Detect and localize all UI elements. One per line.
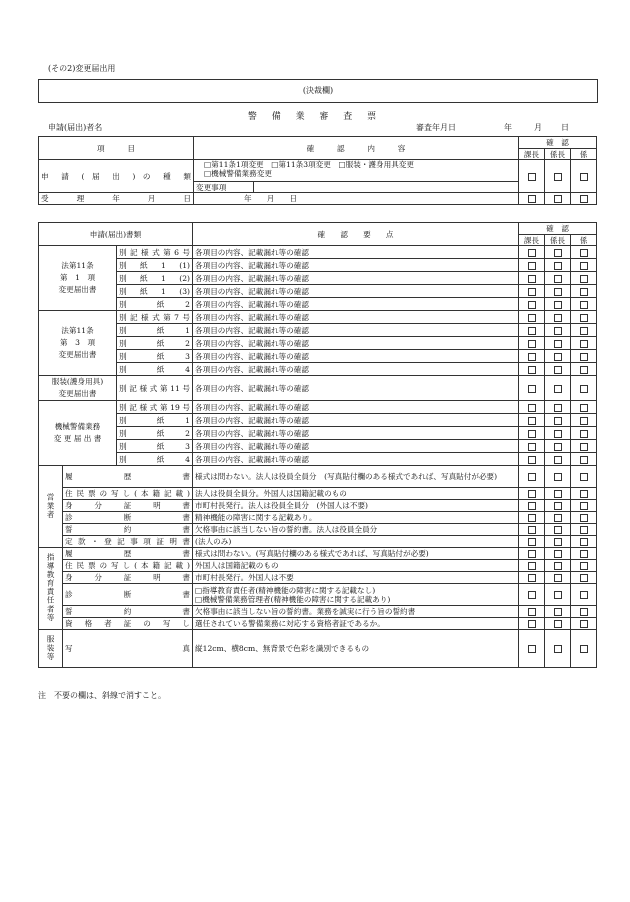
check-point: 各項目の内容、記載漏れ等の確認 xyxy=(193,414,519,427)
check-cell[interactable] xyxy=(519,285,545,298)
col-content: 確 認 内 容 xyxy=(194,137,519,160)
check-cell[interactable] xyxy=(545,524,571,536)
check-cell[interactable] xyxy=(545,285,571,298)
check-cell[interactable] xyxy=(519,311,545,324)
doc-name: 誓 約 書 xyxy=(63,606,193,618)
check-cell[interactable] xyxy=(519,376,545,401)
check-cell[interactable] xyxy=(519,401,545,414)
check-point: 欠格事由に該当しない旨の誓約書。法人は役員全員分 xyxy=(193,524,519,536)
doc-name: 別記様式第11号 xyxy=(117,376,193,401)
check-cell[interactable] xyxy=(545,630,571,668)
check-cell[interactable] xyxy=(571,246,597,259)
check-cell[interactable] xyxy=(545,259,571,272)
check-point: 各項目の内容、記載漏れ等の確認 xyxy=(193,311,519,324)
opt-11-3[interactable]: □第11条3項変更 xyxy=(271,160,331,169)
doc-name: 別 紙 3 xyxy=(117,350,193,363)
check-cell[interactable] xyxy=(571,363,597,376)
check-cell[interactable] xyxy=(519,440,545,453)
check-cell[interactable] xyxy=(519,488,545,500)
footnote: 注 不要の欄は、斜線で消すこと。 xyxy=(38,691,166,700)
doc-name: 身 分 証 明 書 xyxy=(63,500,193,512)
check-cell[interactable] xyxy=(519,298,545,311)
check-cell[interactable] xyxy=(545,572,571,584)
doc-name: 別 紙 2 xyxy=(117,298,193,311)
check-point: 各項目の内容、記載漏れ等の確認 xyxy=(193,246,519,259)
doc-name: 住民票の写し(本籍記載) xyxy=(63,488,193,500)
kacho-header: 課長 xyxy=(519,235,545,246)
review-date-label: 審査年月日 xyxy=(416,123,456,132)
check-cell[interactable] xyxy=(545,160,571,193)
check-point: 各項目の内容、記載漏れ等の確認 xyxy=(193,298,519,311)
summary-table xyxy=(38,136,597,205)
check-cell[interactable] xyxy=(545,337,571,350)
check-cell[interactable] xyxy=(519,630,545,668)
check-cell[interactable] xyxy=(519,272,545,285)
group-label: 法第11条 第 1 項 変更届出書 xyxy=(39,246,117,311)
check-point: 各項目の内容、記載漏れ等の確認 xyxy=(193,440,519,453)
check-cell[interactable] xyxy=(519,337,545,350)
check-point: 各項目の内容、記載漏れ等の確認 xyxy=(193,272,519,285)
doc-name: 別 紙 2 xyxy=(117,337,193,350)
check-cell[interactable] xyxy=(519,427,545,440)
doc-name: 別 紙 2 xyxy=(117,427,193,440)
section-label: 指導教育責任者等 xyxy=(39,548,63,630)
check-cell[interactable] xyxy=(519,246,545,259)
check-cell[interactable] xyxy=(545,548,571,560)
col-kakaricho: 係長 xyxy=(545,149,571,160)
check-point: 各項目の内容、記載漏れ等の確認 xyxy=(193,350,519,363)
check-cell[interactable] xyxy=(571,311,597,324)
doc-name: 別 紙 1 (3) xyxy=(117,285,193,298)
check-cell[interactable] xyxy=(571,440,597,453)
doc-name: 別 紙 1 (2) xyxy=(117,272,193,285)
check-cell[interactable] xyxy=(571,618,597,630)
check-point: 外国人は国籍記載のもの xyxy=(193,560,519,572)
check-cell[interactable] xyxy=(545,584,571,606)
check-cell[interactable] xyxy=(571,427,597,440)
doc-name: 診 断 書 xyxy=(63,512,193,524)
check-cell[interactable] xyxy=(545,311,571,324)
check-cell[interactable] xyxy=(571,350,597,363)
kakunin-header: 確 認 xyxy=(519,223,597,235)
check-cell[interactable] xyxy=(519,324,545,337)
check-cell[interactable] xyxy=(545,536,571,548)
check-cell[interactable] xyxy=(519,160,545,193)
check-cell[interactable] xyxy=(545,453,571,466)
henko-value[interactable] xyxy=(254,182,519,193)
check-cell[interactable] xyxy=(545,350,571,363)
check-cell[interactable] xyxy=(571,524,597,536)
doc-name: 誓 約 書 xyxy=(63,524,193,536)
shurui-label: 申 請 ( 届 出 ) の 種 類 xyxy=(39,160,194,193)
check-cell[interactable] xyxy=(571,584,597,606)
juri-date: 年 月 日 xyxy=(194,193,519,205)
doc-name: 別 紙 4 xyxy=(117,363,193,376)
check-point: 市町村長発行。外国人は不要 xyxy=(193,572,519,584)
check-point: 法人は役員全員分。外国人は国籍記載のもの xyxy=(193,488,519,500)
check-cell[interactable] xyxy=(545,401,571,414)
check-cell[interactable] xyxy=(571,500,597,512)
check-cell[interactable] xyxy=(545,298,571,311)
doc-name: 別記様式第19号 xyxy=(117,401,193,414)
check-cell[interactable] xyxy=(519,500,545,512)
check-cell[interactable] xyxy=(571,414,597,427)
check-cell[interactable] xyxy=(571,488,597,500)
check-cell[interactable] xyxy=(519,618,545,630)
check-point: 縦12cm、横8cm、無背景で色彩を識別できるもの xyxy=(193,630,519,668)
check-cell[interactable] xyxy=(571,630,597,668)
check-point: 各項目の内容、記載漏れ等の確認 xyxy=(193,259,519,272)
henko-label: 変更事項 xyxy=(194,182,254,193)
check-cell[interactable] xyxy=(519,512,545,524)
check-point: 各項目の内容、記載漏れ等の確認 xyxy=(193,401,519,414)
kessai-label: (決裁欄) xyxy=(302,86,334,95)
doc-name: 写 真 xyxy=(63,630,193,668)
check-cell[interactable] xyxy=(545,272,571,285)
check-cell[interactable] xyxy=(571,337,597,350)
check-point: □指導教育責任者(精神機能の障害に関する記載なし) □機械警備業務管理者(精神機能の障害に関する記載あり) xyxy=(193,584,519,606)
juri-label: 受 理 年 月 日 xyxy=(39,193,194,205)
check-cell[interactable] xyxy=(571,259,597,272)
doc-name: 別 紙 1 xyxy=(117,324,193,337)
group-label: 機械警備業務 変 更 届 出 書 xyxy=(39,401,117,466)
section-label: 服装等 xyxy=(39,630,63,668)
check-point: (法人のみ) xyxy=(193,536,519,548)
check-cell[interactable] xyxy=(519,259,545,272)
kakari-header: 係 xyxy=(571,235,597,246)
doc-name: 別記様式第6号 xyxy=(117,246,193,259)
check-cell[interactable] xyxy=(571,324,597,337)
doc-name: 別記様式第7号 xyxy=(117,311,193,324)
group-label: 法第11条 第 3 項 変更届出書 xyxy=(39,311,117,376)
check-point: 市町村長発行。法人は役員全員分 (外国人は不要) xyxy=(193,500,519,512)
check-cell[interactable] xyxy=(571,548,597,560)
check-cell[interactable] xyxy=(571,160,597,193)
check-point: 各項目の内容、記載漏れ等の確認 xyxy=(193,453,519,466)
points-header: 確 認 要 点 xyxy=(193,223,519,246)
check-point: 欠格事由に該当しない旨の誓約書。業務を誠実に行う旨の誓約書 xyxy=(193,606,519,618)
doc-name: 定 款 ・ 登 記 事 項 証 明 書 xyxy=(63,536,193,548)
check-cell[interactable] xyxy=(571,606,597,618)
form-label: (その2)変更届出用 xyxy=(48,64,116,73)
check-cell[interactable] xyxy=(545,440,571,453)
check-cell[interactable] xyxy=(519,363,545,376)
check-point: 各項目の内容、記載漏れ等の確認 xyxy=(193,324,519,337)
doc-name: 診 断 書 xyxy=(63,584,193,606)
opt-11-1[interactable]: □第11条1項変更 xyxy=(204,160,264,169)
col-kacho: 課長 xyxy=(519,149,545,160)
doc-name: 別 紙 1 (1) xyxy=(117,259,193,272)
check-cell[interactable] xyxy=(519,524,545,536)
day-label: 日 xyxy=(561,123,569,132)
kakaricho-header: 係長 xyxy=(545,235,571,246)
doc-name: 履 歴 書 xyxy=(63,466,193,488)
check-point: 各項目の内容、記載漏れ等の確認 xyxy=(193,363,519,376)
doc-name: 別 紙 4 xyxy=(117,453,193,466)
year-label: 年 xyxy=(504,123,512,132)
page-title: 警 備 業 審 査 票 xyxy=(247,112,383,122)
col-kakunin: 確 認 xyxy=(519,137,597,149)
check-cell[interactable] xyxy=(571,401,597,414)
check-cell[interactable] xyxy=(545,246,571,259)
check-point: 各項目の内容、記載漏れ等の確認 xyxy=(193,285,519,298)
kessai-box xyxy=(38,79,598,103)
check-cell[interactable] xyxy=(519,193,545,205)
check-cell[interactable] xyxy=(519,453,545,466)
check-point: 様式は問わない。法人は役員全員分 (写真貼付欄のある様式であれば、写真貼付が必要) xyxy=(193,466,519,488)
check-cell[interactable] xyxy=(519,548,545,560)
check-cell[interactable] xyxy=(545,466,571,488)
applicant-label: 申請(届出)者名 xyxy=(48,123,103,132)
doc-name: 資 格 者 証 の 写 し xyxy=(63,618,193,630)
check-cell[interactable] xyxy=(545,193,571,205)
check-cell[interactable] xyxy=(519,466,545,488)
check-point: 各項目の内容、記載漏れ等の確認 xyxy=(193,376,519,401)
check-cell[interactable] xyxy=(519,414,545,427)
check-cell[interactable] xyxy=(519,350,545,363)
opt-fukuso[interactable]: □服装・護身用具変更 xyxy=(338,160,414,169)
doc-name: 履 歴 書 xyxy=(63,548,193,560)
check-cell[interactable] xyxy=(545,488,571,500)
check-cell[interactable] xyxy=(571,193,597,205)
check-cell[interactable] xyxy=(519,606,545,618)
check-cell[interactable] xyxy=(519,572,545,584)
check-cell[interactable] xyxy=(571,376,597,401)
check-point: 選任されている警備業務に対応する資格者証であるか。 xyxy=(193,618,519,630)
check-cell[interactable] xyxy=(545,324,571,337)
doc-name: 別 紙 3 xyxy=(117,440,193,453)
check-cell[interactable] xyxy=(545,414,571,427)
check-point: 各項目の内容、記載漏れ等の確認 xyxy=(193,427,519,440)
opt-kikai[interactable]: □機械警備業務変更 xyxy=(204,169,272,178)
check-cell[interactable] xyxy=(571,512,597,524)
check-cell[interactable] xyxy=(519,560,545,572)
col-item: 項 目 xyxy=(39,137,194,160)
check-cell[interactable] xyxy=(545,606,571,618)
check-cell[interactable] xyxy=(571,272,597,285)
doc-name: 住民票の写し(本籍記載) xyxy=(63,560,193,572)
check-cell[interactable] xyxy=(519,584,545,606)
check-cell[interactable] xyxy=(545,560,571,572)
check-cell[interactable] xyxy=(545,618,571,630)
group-label: 服装(護身用具) 変更届出書 xyxy=(39,376,117,401)
documents-table xyxy=(38,222,597,668)
check-cell[interactable] xyxy=(545,376,571,401)
check-cell[interactable] xyxy=(571,285,597,298)
check-cell[interactable] xyxy=(571,298,597,311)
check-cell[interactable] xyxy=(545,500,571,512)
check-cell[interactable] xyxy=(545,363,571,376)
check-point: 様式は問わない。(写真貼付欄のある様式であれば、写真貼付が必要) xyxy=(193,548,519,560)
col-kakari: 係 xyxy=(571,149,597,160)
shurui-options xyxy=(194,160,519,182)
check-cell[interactable] xyxy=(545,512,571,524)
doc-name: 別 紙 1 xyxy=(117,414,193,427)
check-point: 精神機能の障害に関する記載あり。 xyxy=(193,512,519,524)
check-cell[interactable] xyxy=(571,536,597,548)
docs-header: 申請(届出)書類 xyxy=(39,223,193,246)
check-cell[interactable] xyxy=(545,427,571,440)
section-label: 営業者 xyxy=(39,466,63,548)
check-cell[interactable] xyxy=(571,572,597,584)
check-cell[interactable] xyxy=(571,466,597,488)
check-cell[interactable] xyxy=(571,453,597,466)
check-cell[interactable] xyxy=(519,536,545,548)
doc-name: 身 分 証 明 書 xyxy=(63,572,193,584)
month-label: 月 xyxy=(534,123,542,132)
check-cell[interactable] xyxy=(571,560,597,572)
check-point: 各項目の内容、記載漏れ等の確認 xyxy=(193,337,519,350)
